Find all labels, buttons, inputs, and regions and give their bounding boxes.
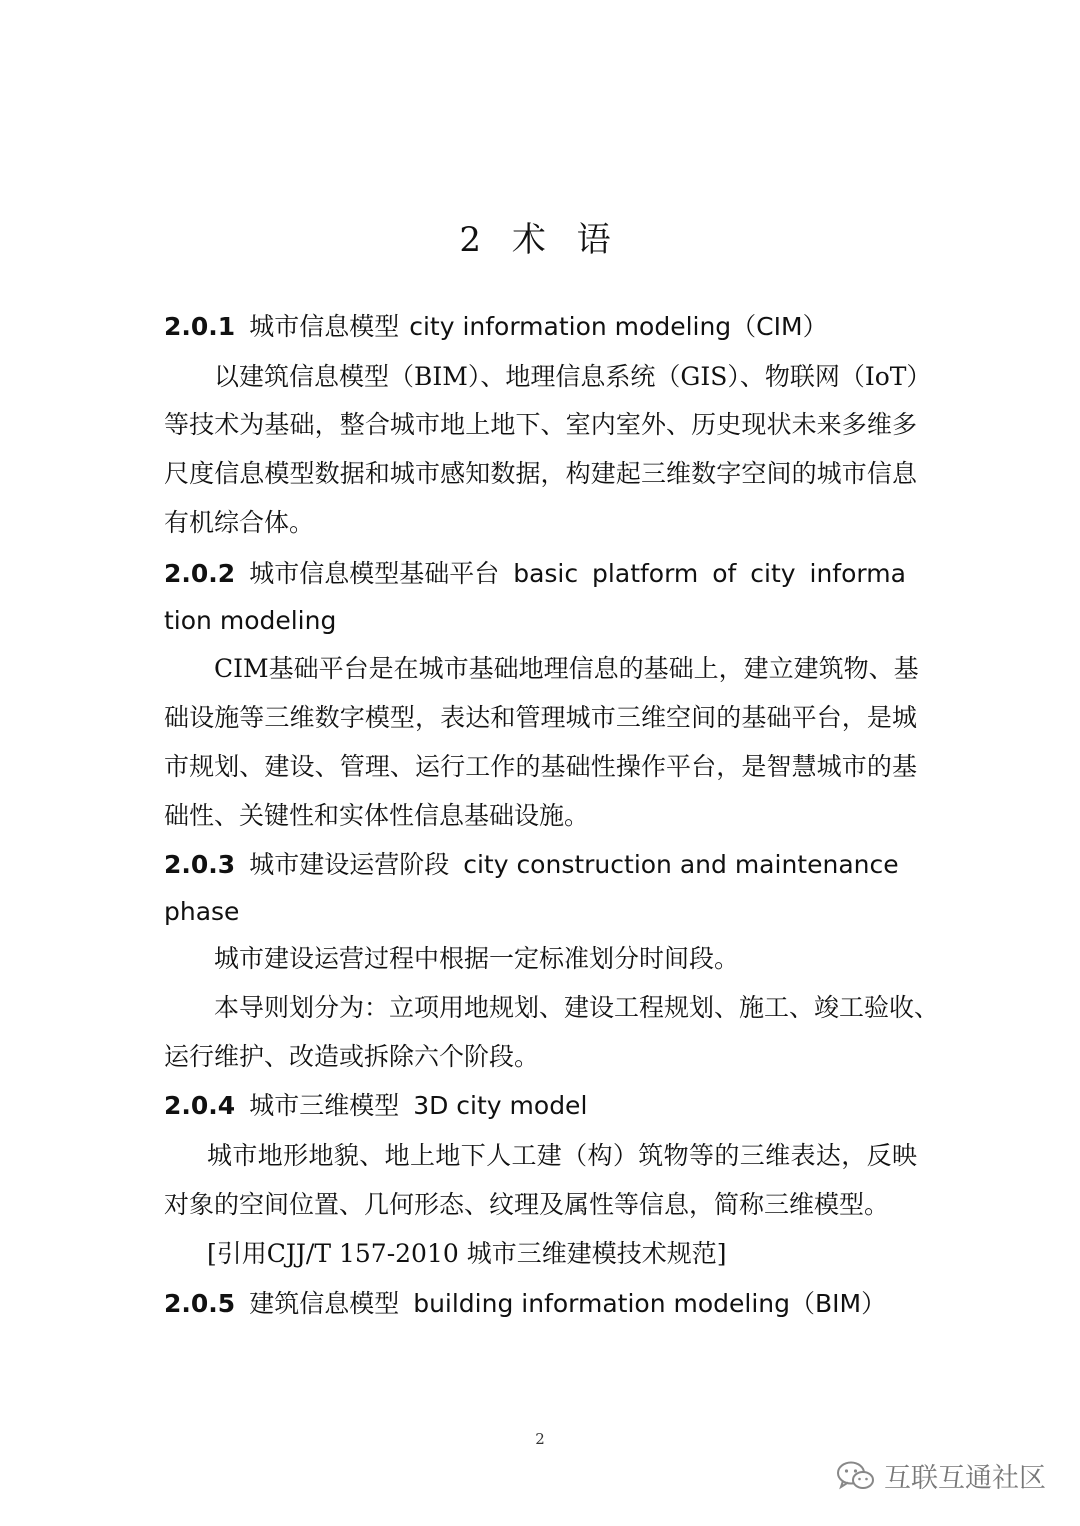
paragraph-line: 城市地形地貌、地上地下人工建（构）筑物等的三维表达，反映 [207,1141,917,1170]
paragraph-line: 础性、关键性和实体性信息基础设施。 [164,801,590,830]
term-zh: 城市信息模型 [249,312,400,341]
term-en: tion modeling [164,606,337,635]
section-heading-2-0-1 [164,310,828,344]
section-number: 2.0.1 [164,312,236,341]
section-number: 2.0.4 [164,1091,236,1120]
paragraph-line: 本导则划分为：立项用地规划、建设工程规划、施工、竣工验收、 [214,993,940,1022]
term-en: city construction and maintenance [463,850,899,879]
section-heading-2-0-2 [164,557,917,591]
paragraph-line: 有机综合体。 [164,508,315,537]
section-heading-2-0-5 [164,1287,886,1321]
term-en: phase [164,897,240,926]
paragraph-line: CIM基础平台是在城市基础地理信息的基础上，建立建筑物、基 [214,654,919,683]
section-number: 2.0.3 [164,850,236,879]
wechat-icon [836,1460,876,1492]
term-zh: 城市信息模型基础平台 [249,559,500,588]
term-en: 3D city model [413,1091,588,1120]
term-en: basic platform of city informa [513,559,906,588]
section-number: 2.0.5 [164,1289,236,1318]
section-heading-2-0-2-cont [164,604,336,638]
section-heading-2-0-3 [164,848,899,882]
term-zh: 城市建设运营阶段 [249,850,450,879]
term-zh: 建筑信息模型 [249,1289,400,1318]
paragraph-line: 市规划、建设、管理、运行工作的基础性操作平台，是智慧城市的基 [164,752,917,781]
watermark-text: 互联互通社区 [884,1463,1046,1494]
term-en: building information modeling（BIM） [413,1289,887,1318]
chapter-title: 2 术 语 [459,220,621,260]
page-number: 2 [535,1430,545,1448]
term-zh: 城市三维模型 [249,1091,400,1120]
citation-line: [引用CJJ/T 157-2010 城市三维建模技术规范] [207,1239,727,1268]
paragraph-line: 以建筑信息模型（BIM）、地理信息系统（GIS）、物联网（IoT） [214,362,932,391]
paragraph-line: 尺度信息模型数据和城市感知数据，构建起三维数字空间的城市信息 [164,459,917,488]
paragraph-line: 等技术为基础，整合城市地上地下、室内室外、历史现状未来多维多 [164,410,917,439]
watermark [836,1456,1046,1495]
paragraph-line: 础设施等三维数字模型，表达和管理城市三维空间的基础平台，是城 [164,703,917,732]
section-heading-2-0-4 [164,1089,587,1123]
paragraph-line: 运行维护、改造或拆除六个阶段。 [164,1042,540,1071]
paragraph-line: 对象的空间位置、几何形态、纹理及属性等信息，简称三维模型。 [164,1190,890,1219]
paragraph-line: 城市建设运营过程中根据一定标准划分时间段。 [214,944,740,973]
section-heading-2-0-3-cont [164,895,239,929]
term-en: city information modeling（CIM） [409,312,828,341]
section-number: 2.0.2 [164,559,236,588]
